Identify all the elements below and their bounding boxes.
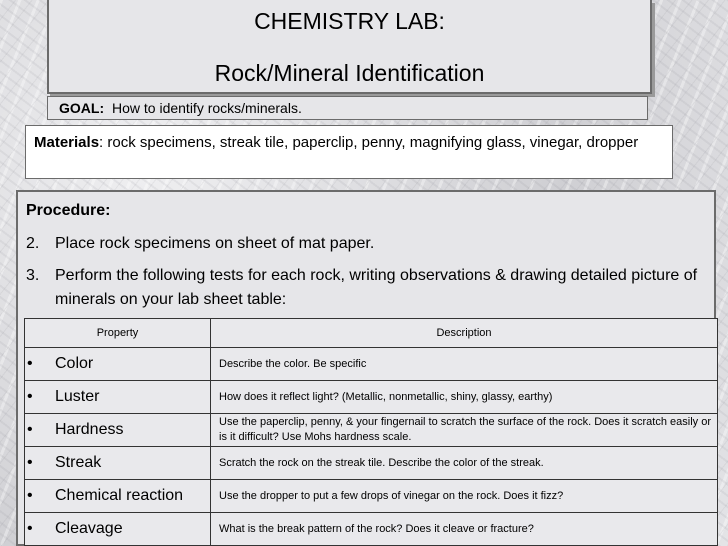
- materials-text: : rock specimens, streak tile, paperclip, penny, magnifying glass, vinegar, dropper: [99, 134, 639, 151]
- property-label: Luster: [55, 388, 100, 405]
- table-row: [25, 348, 718, 381]
- bullet-icon: •: [27, 454, 33, 471]
- table-row: [25, 414, 718, 447]
- description-cell: Use the paperclip, penny, & your fingernail to scratch the surface of the rock. Does it scratch easily or is it difficult? Use Mohs hardness scale.: [211, 414, 718, 447]
- property-cell: [25, 348, 211, 381]
- header-description: Description: [211, 319, 718, 348]
- title-line-2: Rock/Mineral Identification: [214, 60, 485, 86]
- description-cell: What is the break pattern of the rock? Does it cleave or fracture?: [211, 513, 718, 546]
- property-label: Chemical reaction: [55, 487, 184, 504]
- procedure-step: [26, 264, 710, 312]
- table-header-row: [25, 319, 718, 348]
- procedure-box: [16, 190, 716, 546]
- description-cell: How does it reflect light? (Metallic, nonmetallic, shiny, glassy, earthy): [211, 381, 718, 414]
- property-label: Cleavage: [55, 520, 123, 537]
- table-row: [25, 480, 718, 513]
- title-line-1: CHEMISTRY LAB:: [254, 8, 445, 34]
- property-label: Color: [55, 355, 94, 372]
- step-text: Perform the following tests for each rock, writing observations & drawing detailed picture of minerals on your lab sheet table:: [55, 267, 698, 308]
- property-label: Streak: [55, 454, 102, 471]
- goal-text: How to identify rocks/minerals.: [112, 100, 302, 116]
- bullet-icon: •: [27, 355, 33, 372]
- title-banner: [47, 0, 652, 94]
- materials-label: Materials: [34, 134, 100, 151]
- step-text: Place rock specimens on sheet of mat paper.: [55, 235, 375, 252]
- bullet-icon: •: [27, 388, 33, 405]
- procedure-step: [26, 232, 710, 256]
- property-label: Hardness: [55, 421, 124, 438]
- description-cell: Use the dropper to put a few drops of vinegar on the rock. Does it fizz?: [211, 480, 718, 513]
- header-property: Property: [25, 319, 211, 348]
- property-cell: [25, 381, 211, 414]
- step-number: 2.: [26, 235, 40, 252]
- step-number: 3.: [26, 267, 40, 284]
- properties-table: [24, 318, 718, 546]
- table-row: [25, 381, 718, 414]
- property-cell: [25, 480, 211, 513]
- goal-label: GOAL:: [59, 100, 105, 116]
- description-cell: Describe the color. Be specific: [211, 348, 718, 381]
- property-cell: [25, 414, 211, 447]
- property-cell: [25, 447, 211, 480]
- table-row: [25, 447, 718, 480]
- procedure-heading: Procedure:: [26, 202, 111, 219]
- description-cell: Scratch the rock on the streak tile. Describe the color of the streak.: [211, 447, 718, 480]
- materials-box: [25, 125, 673, 179]
- bullet-icon: •: [27, 487, 33, 504]
- property-cell: [25, 513, 211, 546]
- bullet-icon: •: [27, 421, 33, 438]
- table-row: [25, 513, 718, 546]
- bullet-icon: •: [27, 520, 33, 537]
- goal-box: [47, 96, 648, 120]
